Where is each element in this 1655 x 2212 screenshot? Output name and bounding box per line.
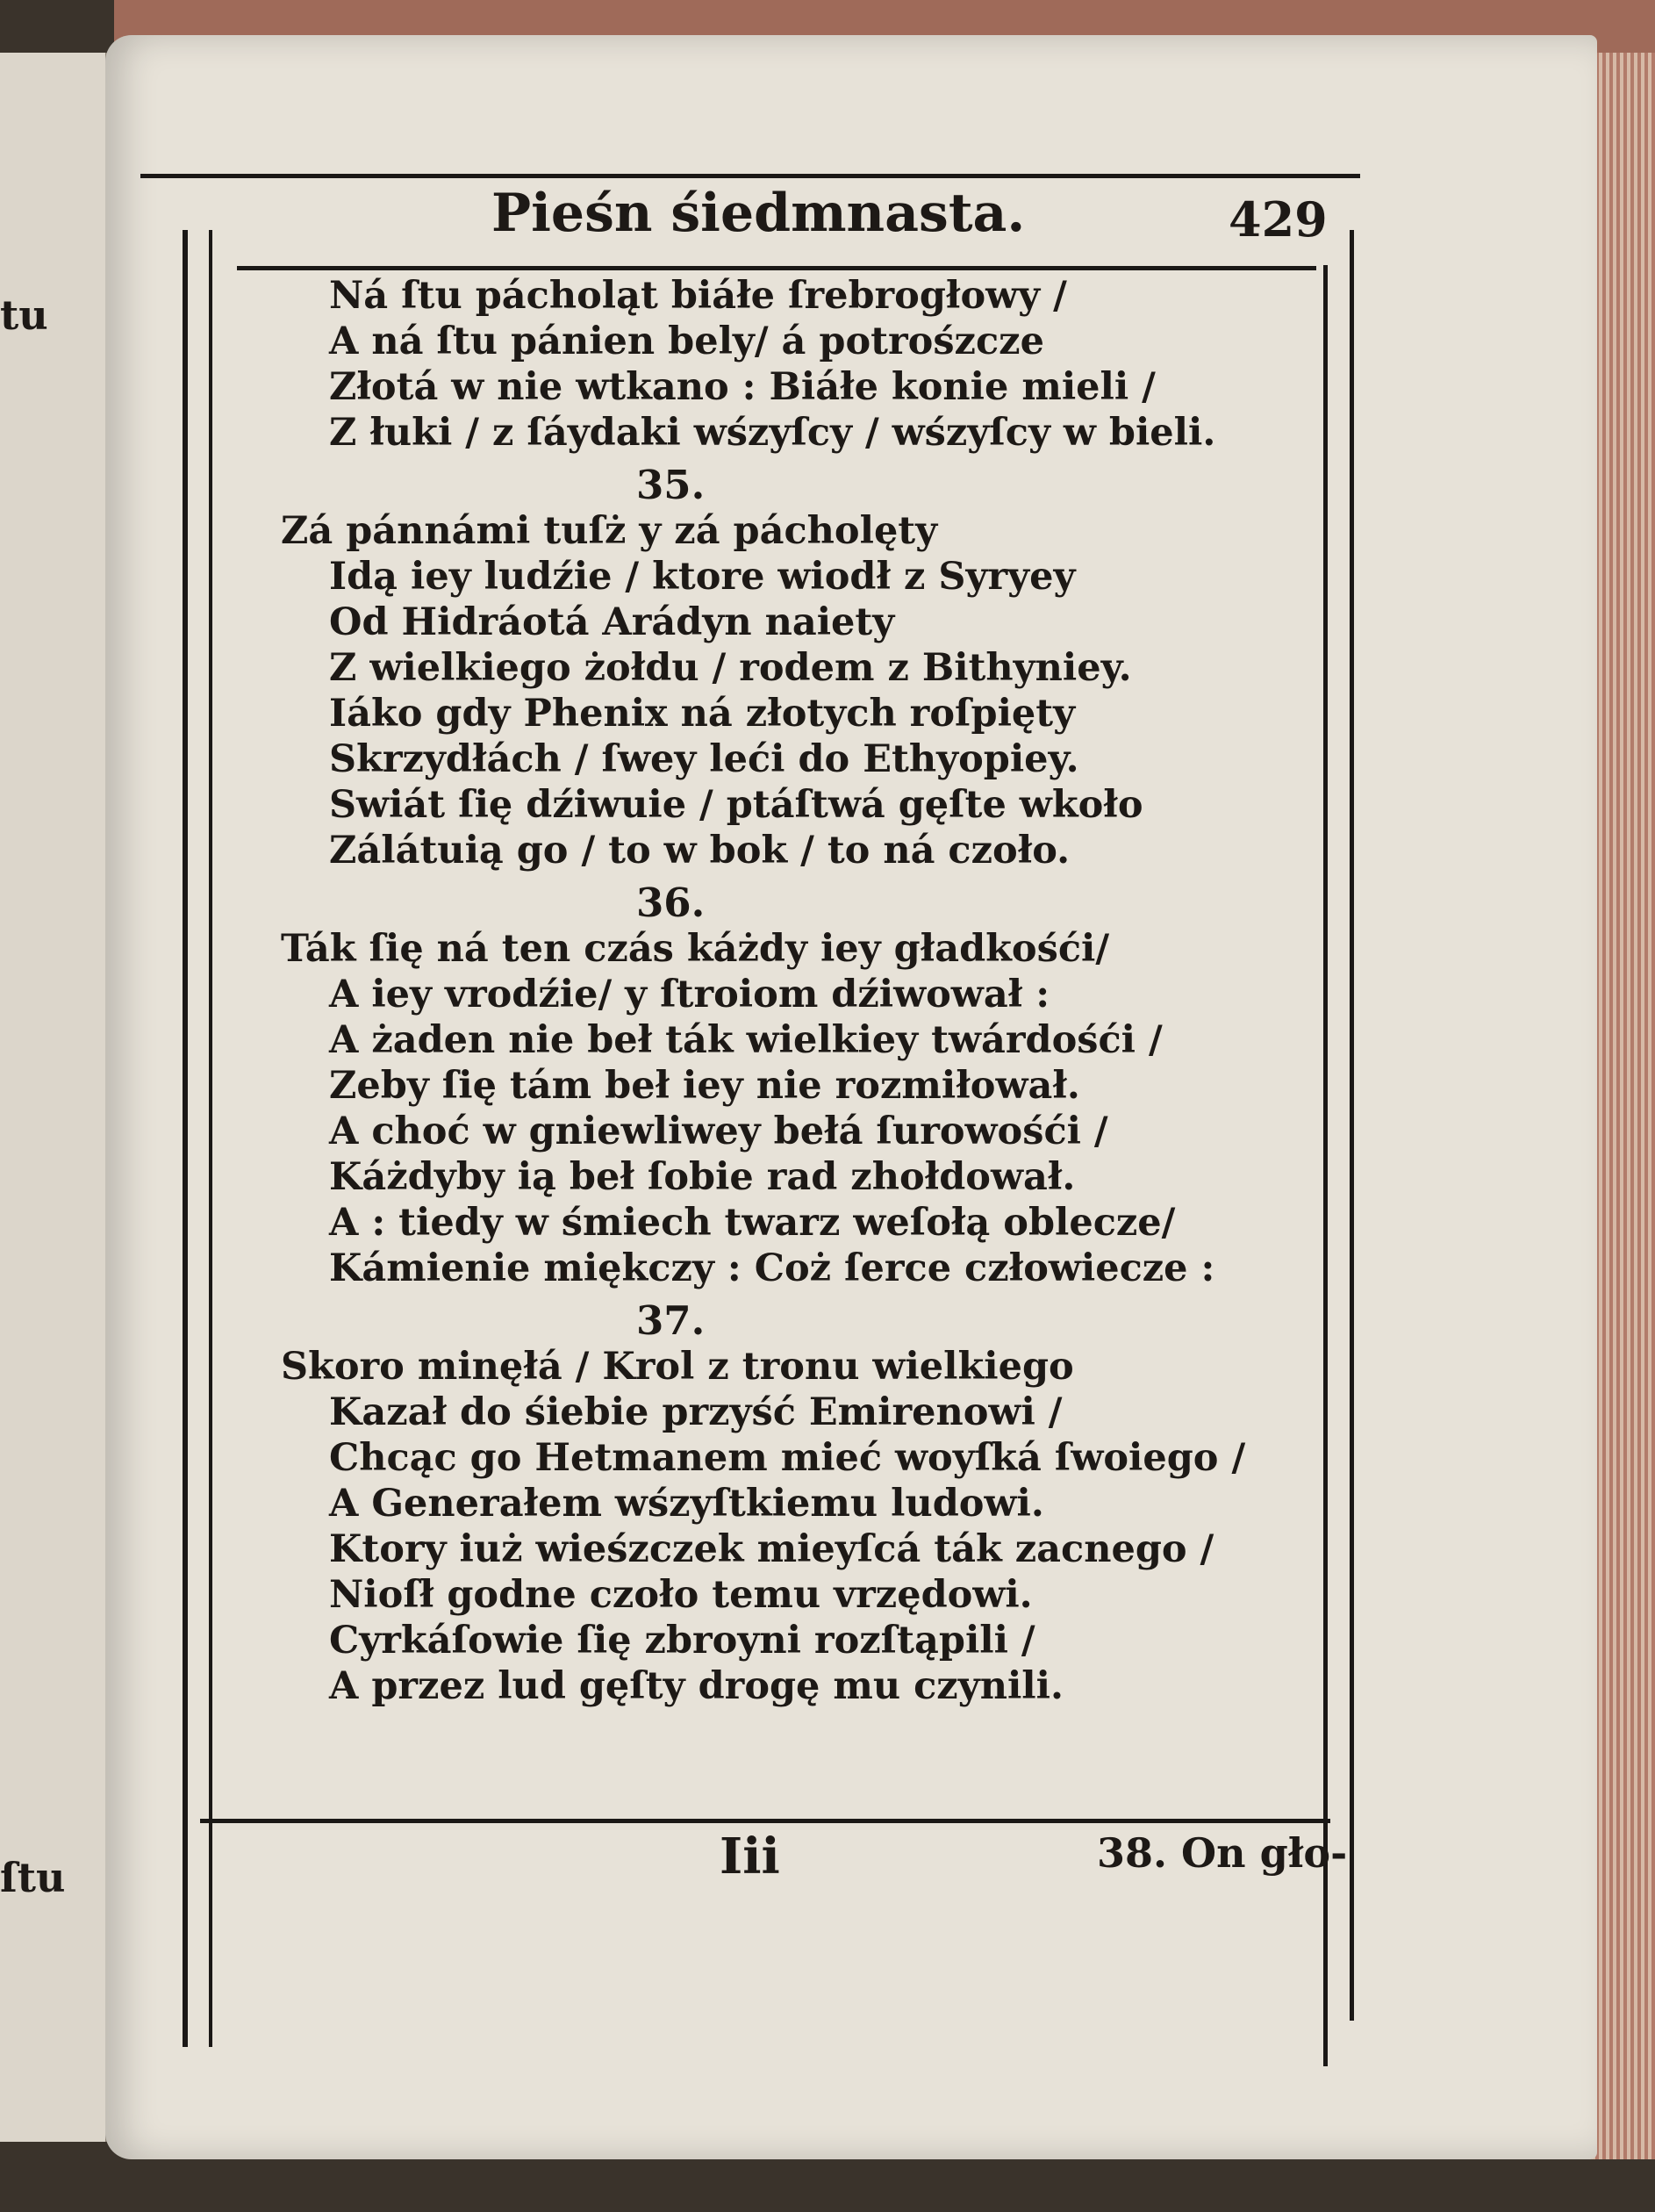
stanza-number: 37. — [636, 1297, 706, 1344]
catchword: 38. On gło- — [1097, 1829, 1348, 1877]
verse-line: A ná ſtu pánien bely/ á potrośzcze — [329, 320, 1044, 363]
verse-line: Skrzydłách / ſwey leći do Ethyopiey. — [329, 737, 1079, 781]
frame-bottom-rule — [200, 1819, 1330, 1823]
page-stack-edge — [1588, 53, 1655, 2159]
frame-left-inner-rule — [209, 230, 212, 2047]
verse-line: Kazał do śiebie przyść Emirenowi / — [329, 1390, 1063, 1434]
verse-line: Od Hidráotá Arádyn naiety — [329, 600, 895, 644]
frame-right-outer-rule — [1350, 230, 1354, 2021]
verse-line: Idą iey ludźie / ktore wiodł z Syryey — [329, 555, 1076, 599]
page-number: 429 — [1229, 191, 1328, 248]
stanza-number: 36. — [636, 880, 706, 926]
verse-line: Ktory iuż wieśzczek mieyſcá ták zacnego / — [329, 1527, 1214, 1571]
verse-line: A przez lud gęſty drogę mu czynili. — [329, 1664, 1064, 1708]
verse-line: Z łuki / z ſáydaki wśzyſcy / wśzyſcy w bieli. — [329, 411, 1216, 455]
verse-line: Swiát ſię dźiwuie / ptáſtwá gęſte wkoło — [329, 783, 1143, 827]
verse-line: A : tiedy w śmiech twarz weſołą oblecze/ — [329, 1201, 1176, 1245]
verse-line: A iey vrodźie/ y ſtroiom dźiwował : — [329, 973, 1050, 1016]
stanza-number: 35. — [636, 462, 706, 508]
verse-line: Cyrkáſowie ſię zbroyni rozſtąpili / — [329, 1619, 1035, 1663]
left-page — [0, 53, 111, 2142]
verse-line: A choć w gniewliwey bełá ſurowośći / — [329, 1110, 1108, 1153]
verse-line: Zeby ſię tám beł iey nie rozmiłował. — [329, 1064, 1080, 1108]
verse-line: Kámienie miękczy : Coż ſerce człowiecze : — [329, 1246, 1215, 1290]
verse-line: Skoro minęłá / Krol z tronu wielkiego — [281, 1345, 1074, 1389]
frame-header-rule — [237, 266, 1316, 270]
page-title: Pieśn śiedmnasta. — [491, 183, 1026, 244]
verse-line: Ná ſtu pácholąt biáłe ſrebrogłowy / — [329, 274, 1067, 318]
verse-line: Zálátuią go / to w bok / to ná czoło. — [329, 829, 1071, 873]
left-page-fragment-top: tu — [0, 291, 48, 339]
signature-mark: Iii — [720, 1828, 780, 1885]
verse-line: Ták ſię ná ten czás káżdy iey gładkośći/ — [281, 927, 1110, 971]
verse-line: A Generałem wśzyſtkiemu ludowi. — [329, 1482, 1044, 1526]
verse-line: Chcąc go Hetmanem mieć woyſká ſwoiego / — [329, 1436, 1246, 1480]
left-page-fragment-bottom: ſtu — [0, 1854, 66, 1901]
verse-line: Złotá w nie wtkano : Biáłe konie mieli / — [329, 365, 1156, 409]
frame-left-outer-rule — [183, 230, 188, 2047]
verse-line: Káżdyby ią beł ſobie rad zhołdował. — [329, 1155, 1076, 1199]
verse-line: Z wielkiego żołdu / rodem z Bithyniey. — [329, 646, 1132, 690]
verse-line: Zá pánnámi tuſż y zá pácholęty — [281, 509, 938, 553]
verse-line: A żaden nie beł ták wielkiey twárdośći / — [329, 1018, 1163, 1062]
verse-line: Nioſł godne czoło temu vrzędowi. — [329, 1573, 1033, 1617]
verse-line: Iáko gdy Phenix ná złotych roſpięty — [329, 692, 1076, 736]
frame-right-inner-rule — [1323, 265, 1328, 2066]
right-page — [105, 35, 1597, 2159]
frame-top-rule — [140, 174, 1360, 178]
